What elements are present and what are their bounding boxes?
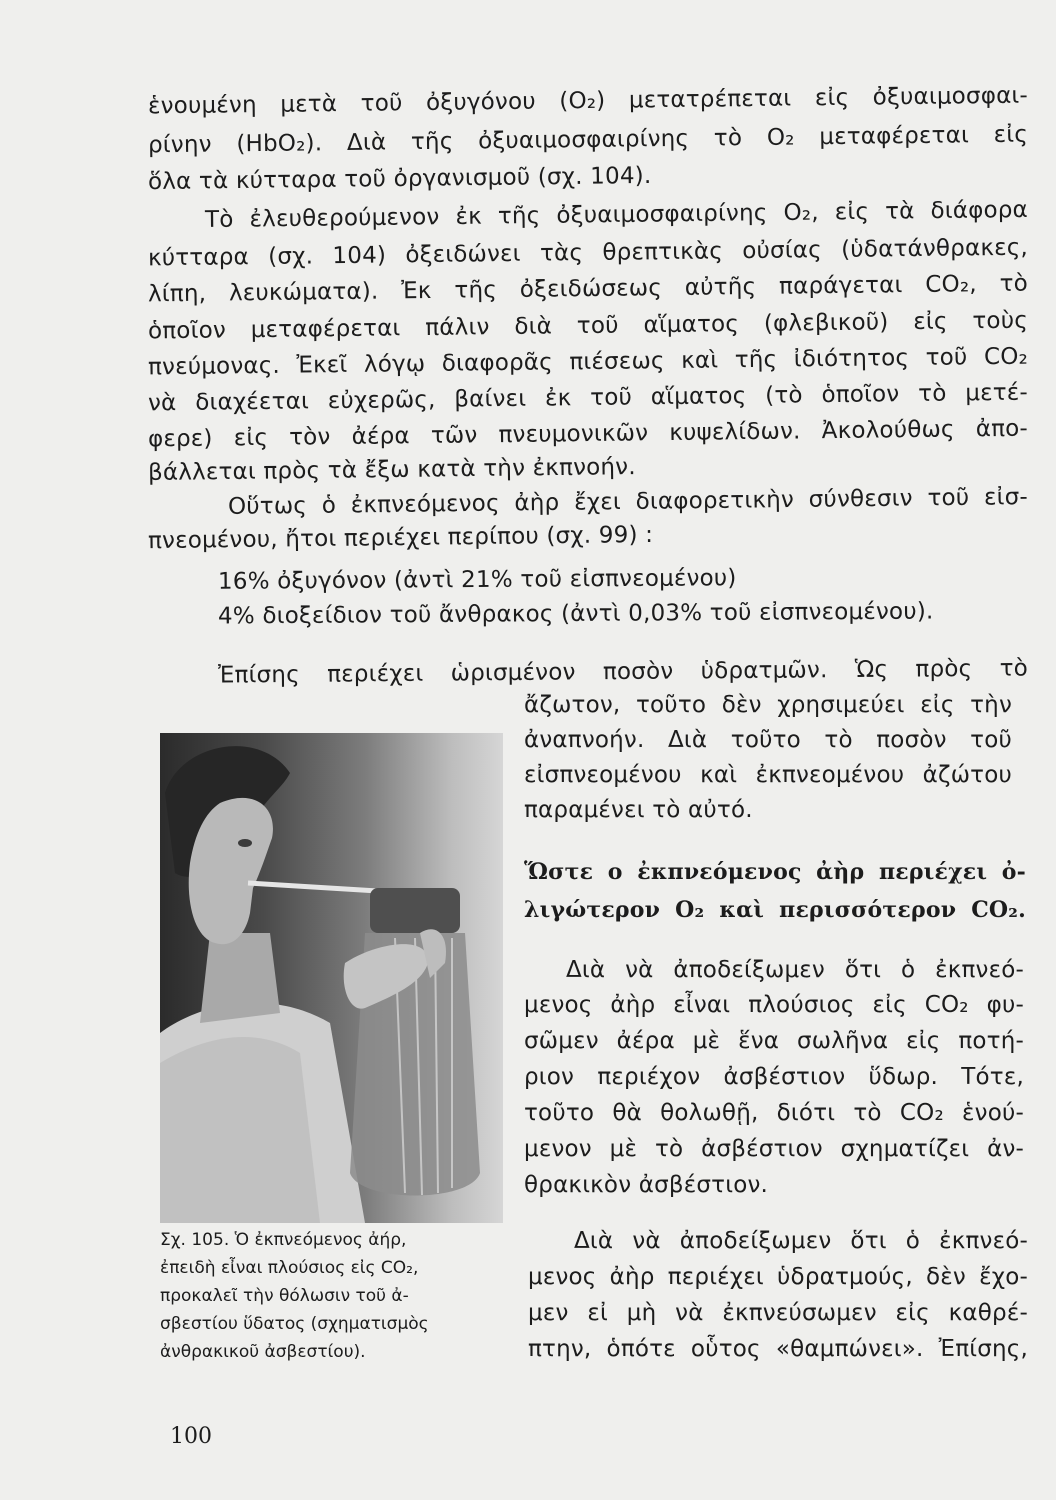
paragraph-3-line-2: πνεομένου, ἤτοι περιέχει περίπου (σχ. 99) : [147,521,654,555]
paragraph-5-line-1: Διὰ νὰ ἀποδείξωμεν ὅτι ὁ ἐκπνεό- [566,957,1024,983]
paragraph-6-line-2: μενος ἀὴρ περιέχει ὑδρατμούς, δὲν ἔχο- [528,1264,1028,1290]
paragraph-6-line-1: Διὰ νὰ ἀποδείξωμεν ὅτι ὁ ἐκπνεό- [574,1228,1028,1254]
paragraph-5-line-4: ριον περιέχον ἀσβέστιον ὕδωρ. Τότε, [524,1064,1024,1090]
caption-line-5: ἀνθρακικοῦ ἀσβεστίου). [160,1342,366,1362]
paragraph-2-line-6: νὰ διαχέεται εὐχερῶς, βαίνει ἐκ τοῦ αἵματος (τὸ ὁποῖον τὸ μετέ- [147,379,1029,417]
caption-line-4: σβεστίου ὕδατος (σχηματισμὸς [160,1314,429,1334]
caption-line-1: Σχ. 105. Ὁ ἐκπνεόμενος ἀήρ, [160,1230,407,1250]
paragraph-2-line-3: λίπη, λευκώματα). Ἐκ τῆς ὀξειδώσεως αὐτῆς παράγεται CO₂, τὸ [147,270,1029,308]
composition-co2: 4% διοξείδιον τοῦ ἄνθρακος (ἀντὶ 0,03% τοῦ εἰσπνεομένου). [217,598,934,630]
paragraph-1-line-1: ἑνουμένη μετὰ τοῦ ὀξυγόνου (O₂) μετατρέπεται εἰς ὀξυαιμοσφαι- [147,82,1029,120]
paragraph-2-line-5: πνεύμονας. Ἐκεῖ λόγῳ διαφορᾶς πιέσεως καὶ τῆς ἰδιότητος τοῦ CO₂ [147,343,1029,381]
paragraph-4-line-5: παραμένει τὸ αὐτό. [524,797,753,823]
paragraph-4-line-4: εἰσπνεομένου καὶ ἐκπνεομένου ἀζώτου [524,762,1012,788]
paragraph-1-line-2: ρίνην (HbO₂). Διὰ τῆς ὀξυαιμοσφαιρίνης τὸ O₂ μεταφέρεται εἰς [147,121,1029,159]
paragraph-5-line-3: σῶμεν ἀέρα μὲ ἕνα σωλῆνα εἰς ποτή- [524,1028,1024,1054]
page-number: 100 [170,1424,212,1449]
caption-line-2: ἐπειδὴ εἶναι πλούσιος εἰς CO₂, [160,1258,419,1278]
paragraph-5-line-7: θρακικὸν ἀσβέστιον. [524,1172,769,1198]
paragraph-4-line-1: Ἐπίσης περιέχει ὡρισμένον ποσὸν ὑδρατμῶν. Ὡς πρὸς τὸ [217,655,1029,689]
conclusion-line-2: λιγώτερον O₂ καὶ περισσότερον CO₂. [524,897,1026,923]
paragraph-5-line-6: μενον μὲ τὸ ἀσβέστιον σχηματίζει ἀν- [524,1136,1024,1162]
paragraph-2-line-7: φερε) εἰς τὸν ἀέρα τῶν πνευμονικῶν κυψελίδων. Ἀκολούθως ἀπο- [147,415,1029,453]
paragraph-4-line-3: ἀναπνοήν. Διὰ τοῦτο τὸ ποσὸν τοῦ [524,727,1012,753]
paragraph-5-line-2: μενος ἀὴρ εἶναι πλούσιος εἰς CO₂ φυ- [524,992,1024,1018]
conclusion-line-1: Ὥστε ο ἐκπνεόμενος ἀὴρ περιέχει ὀ- [524,859,1026,885]
composition-oxygen: 16% ὀξυγόνον (ἀντὶ 21% τοῦ εἰσπνεομένου) [217,565,737,595]
paragraph-2-line-1: Τὸ ἐλευθερούμενον ἐκ τῆς ὀξυαιμοσφαιρίνης O₂, εἰς τὰ διάφορα [204,196,1029,234]
boy-blowing-tube-illustration [160,733,503,1223]
paragraph-6-line-4: πτην, ὁπότε οὗτος «θαμπώνει». Ἐπίσης, [528,1336,1028,1362]
paragraph-1-line-3: ὅλα τὰ κύτταρα τοῦ ὀργανισμοῦ (σχ. 104). [147,162,652,196]
paragraph-2-line-2: κύτταρα (σχ. 104) ὀξειδώνει τὰς θρεπτικὰς οὐσίας (ὑδατάνθρακες, [147,234,1029,272]
paragraph-5-line-5: τοῦτο θὰ θολωθῇ, διότι τὸ CO₂ ἑνού- [524,1100,1024,1126]
paragraph-2-line-8: βάλλεται πρὸς τὰ ἔξω κατὰ τὴν ἐκπνοήν. [147,454,636,486]
paragraph-6-line-3: μεν εἰ μὴ νὰ ἐκπνεύσωμεν εἰς καθρέ- [528,1300,1028,1326]
figure-105-photo [160,733,503,1223]
caption-line-3: προκαλεῖ τὴν θόλωσιν τοῦ ἀ- [160,1286,409,1306]
paragraph-4-line-2: ἄζωτον, τοῦτο δὲν χρησιμεύει εἰς τὴν [524,692,1012,718]
paragraph-3-line-1: Οὕτως ὁ ἐκπνεόμενος ἀὴρ ἔχει διαφορετικὴν σύνθεσιν τοῦ εἰσ- [227,484,1029,520]
paragraph-2-line-4: ὁποῖον μεταφέρεται πάλιν διὰ τοῦ αἵματος (φλεβικοῦ) εἰς τοὺς [147,307,1029,345]
